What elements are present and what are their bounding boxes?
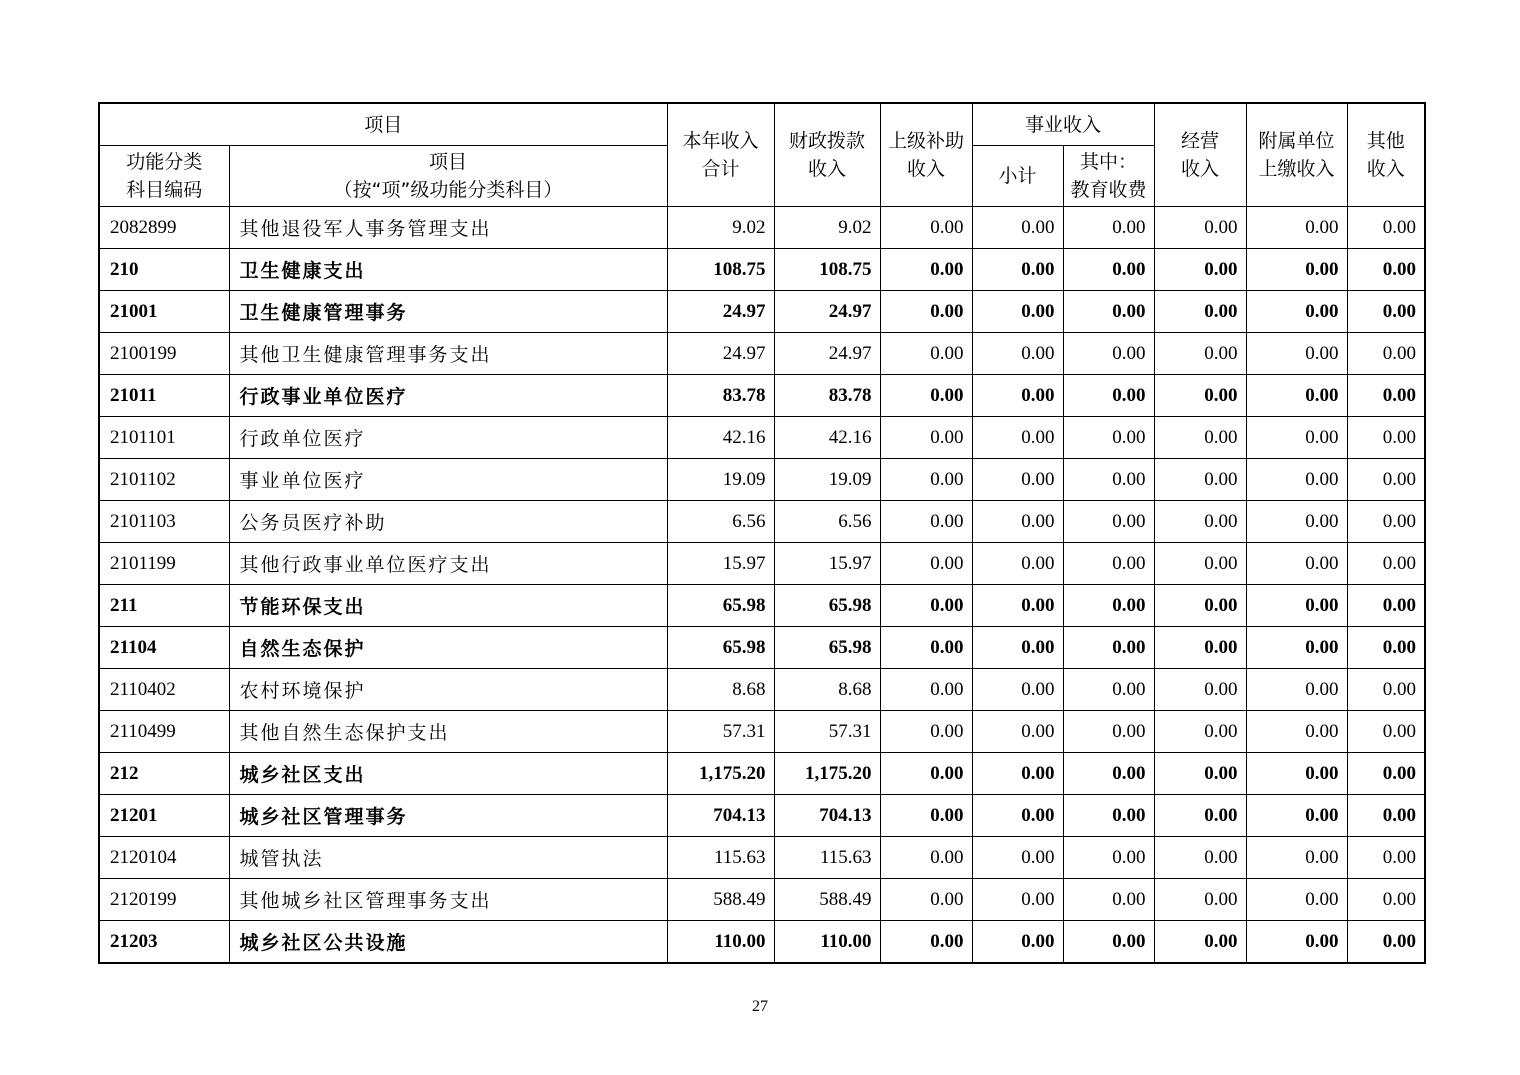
table-row [99, 417, 1425, 459]
cell-edu-fee: 0.00 [1063, 375, 1154, 417]
cell-subtotal: 0.00 [972, 543, 1063, 585]
cell-operating: 0.00 [1154, 207, 1246, 249]
cell-affiliated: 0.00 [1246, 543, 1347, 585]
header-edu-fee [1063, 146, 1154, 207]
cell-operating: 0.00 [1154, 543, 1246, 585]
cell-edu-fee: 0.00 [1063, 459, 1154, 501]
cell-affiliated: 0.00 [1246, 753, 1347, 795]
cell-name: 事业单位医疗 [229, 459, 667, 501]
cell-affiliated: 0.00 [1246, 711, 1347, 753]
cell-superior: 0.00 [880, 459, 972, 501]
table-row [99, 291, 1425, 333]
table-row [99, 795, 1425, 837]
cell-fiscal: 65.98 [774, 585, 880, 627]
cell-name: 行政事业单位医疗 [229, 375, 667, 417]
header-func-code [99, 146, 229, 207]
cell-name: 自然生态保护 [229, 627, 667, 669]
cell-superior: 0.00 [880, 879, 972, 921]
cell-name: 城乡社区管理事务 [229, 795, 667, 837]
cell-code: 210 [99, 249, 229, 291]
cell-other: 0.00 [1347, 669, 1425, 711]
cell-subtotal: 0.00 [972, 459, 1063, 501]
cell-code: 2101103 [99, 501, 229, 543]
header-superior-line1: 上级补助 [888, 130, 965, 152]
cell-total: 83.78 [667, 375, 774, 417]
cell-other: 0.00 [1347, 333, 1425, 375]
header-fiscal [774, 103, 880, 207]
cell-edu-fee: 0.00 [1063, 291, 1154, 333]
cell-name: 其他退役军人事务管理支出 [229, 207, 667, 249]
table-row [99, 753, 1425, 795]
header-func-code-line1: 功能分类 [126, 151, 203, 173]
cell-code: 2101102 [99, 459, 229, 501]
header-superior [880, 103, 972, 207]
cell-code: 2082899 [99, 207, 229, 249]
cell-subtotal: 0.00 [972, 753, 1063, 795]
cell-superior: 0.00 [880, 249, 972, 291]
cell-superior: 0.00 [880, 921, 972, 964]
cell-operating: 0.00 [1154, 921, 1246, 964]
table-row [99, 249, 1425, 291]
cell-superior: 0.00 [880, 795, 972, 837]
header-operating [1154, 103, 1246, 207]
header-edu-fee-line2: 教育收费 [1070, 179, 1147, 201]
cell-subtotal: 0.00 [972, 711, 1063, 753]
cell-superior: 0.00 [880, 627, 972, 669]
cell-affiliated: 0.00 [1246, 627, 1347, 669]
cell-code: 2101101 [99, 417, 229, 459]
cell-total: 9.02 [667, 207, 774, 249]
header-item-name-line2: （按“项”级功能分类科目） [333, 179, 563, 201]
table-row [99, 585, 1425, 627]
cell-other: 0.00 [1347, 921, 1425, 964]
cell-fiscal: 65.98 [774, 627, 880, 669]
table-row [99, 375, 1425, 417]
cell-subtotal: 0.00 [972, 249, 1063, 291]
cell-name: 节能环保支出 [229, 585, 667, 627]
header-fiscal-line2: 收入 [808, 158, 847, 180]
header-total [667, 103, 774, 207]
cell-affiliated: 0.00 [1246, 291, 1347, 333]
cell-total: 42.16 [667, 417, 774, 459]
cell-code: 21011 [99, 375, 229, 417]
table-row [99, 879, 1425, 921]
cell-total: 19.09 [667, 459, 774, 501]
cell-subtotal: 0.00 [972, 795, 1063, 837]
cell-code: 2120104 [99, 837, 229, 879]
cell-affiliated: 0.00 [1246, 417, 1347, 459]
header-superior-line2: 收入 [907, 158, 946, 180]
cell-operating: 0.00 [1154, 669, 1246, 711]
cell-edu-fee: 0.00 [1063, 333, 1154, 375]
cell-subtotal: 0.00 [972, 669, 1063, 711]
header-total-line2: 合计 [701, 158, 740, 180]
cell-edu-fee: 0.00 [1063, 879, 1154, 921]
cell-total: 24.97 [667, 291, 774, 333]
cell-affiliated: 0.00 [1246, 837, 1347, 879]
cell-affiliated: 0.00 [1246, 921, 1347, 964]
page-number: 27 [752, 998, 768, 1015]
cell-other: 0.00 [1347, 291, 1425, 333]
table-body [99, 207, 1425, 964]
table-row [99, 711, 1425, 753]
cell-edu-fee: 0.00 [1063, 921, 1154, 964]
table-row [99, 333, 1425, 375]
cell-name: 其他卫生健康管理事务支出 [229, 333, 667, 375]
cell-subtotal: 0.00 [972, 333, 1063, 375]
cell-code: 211 [99, 585, 229, 627]
cell-total: 110.00 [667, 921, 774, 964]
cell-code: 21203 [99, 921, 229, 964]
cell-total: 1,175.20 [667, 753, 774, 795]
cell-total: 65.98 [667, 585, 774, 627]
header-affiliated-line1: 附属单位 [1258, 130, 1335, 152]
table-row [99, 207, 1425, 249]
cell-edu-fee: 0.00 [1063, 543, 1154, 585]
cell-fiscal: 110.00 [774, 921, 880, 964]
cell-edu-fee: 0.00 [1063, 795, 1154, 837]
table-row [99, 459, 1425, 501]
cell-subtotal: 0.00 [972, 501, 1063, 543]
cell-other: 0.00 [1347, 711, 1425, 753]
budget-table [98, 102, 1426, 964]
cell-operating: 0.00 [1154, 459, 1246, 501]
cell-fiscal: 108.75 [774, 249, 880, 291]
header-project: 项目 [99, 103, 667, 146]
cell-name: 其他行政事业单位医疗支出 [229, 543, 667, 585]
cell-other: 0.00 [1347, 795, 1425, 837]
cell-name: 城管执法 [229, 837, 667, 879]
cell-operating: 0.00 [1154, 879, 1246, 921]
cell-subtotal: 0.00 [972, 837, 1063, 879]
cell-name: 公务员医疗补助 [229, 501, 667, 543]
cell-total: 108.75 [667, 249, 774, 291]
table-row [99, 837, 1425, 879]
cell-fiscal: 24.97 [774, 291, 880, 333]
cell-name: 城乡社区支出 [229, 753, 667, 795]
header-business: 事业收入 [972, 103, 1154, 146]
cell-other: 0.00 [1347, 753, 1425, 795]
cell-name: 卫生健康管理事务 [229, 291, 667, 333]
cell-edu-fee: 0.00 [1063, 669, 1154, 711]
cell-superior: 0.00 [880, 417, 972, 459]
cell-code: 21201 [99, 795, 229, 837]
header-affiliated [1246, 103, 1347, 207]
cell-superior: 0.00 [880, 711, 972, 753]
cell-total: 15.97 [667, 543, 774, 585]
cell-code: 2110499 [99, 711, 229, 753]
cell-code: 21104 [99, 627, 229, 669]
table-row [99, 543, 1425, 585]
cell-operating: 0.00 [1154, 249, 1246, 291]
cell-code: 21001 [99, 291, 229, 333]
cell-edu-fee: 0.00 [1063, 711, 1154, 753]
cell-affiliated: 0.00 [1246, 669, 1347, 711]
header-operating-line2: 收入 [1181, 158, 1220, 180]
table-row [99, 501, 1425, 543]
cell-subtotal: 0.00 [972, 291, 1063, 333]
header-operating-line1: 经营 [1181, 130, 1220, 152]
cell-affiliated: 0.00 [1246, 207, 1347, 249]
cell-superior: 0.00 [880, 291, 972, 333]
cell-fiscal: 57.31 [774, 711, 880, 753]
cell-other: 0.00 [1347, 543, 1425, 585]
cell-edu-fee: 0.00 [1063, 501, 1154, 543]
cell-operating: 0.00 [1154, 753, 1246, 795]
header-item-name [229, 146, 667, 207]
table-row [99, 627, 1425, 669]
cell-other: 0.00 [1347, 879, 1425, 921]
cell-code: 212 [99, 753, 229, 795]
cell-superior: 0.00 [880, 669, 972, 711]
cell-other: 0.00 [1347, 375, 1425, 417]
cell-operating: 0.00 [1154, 333, 1246, 375]
header-item-name-line1: 项目 [429, 151, 468, 173]
cell-edu-fee: 0.00 [1063, 207, 1154, 249]
cell-subtotal: 0.00 [972, 207, 1063, 249]
cell-fiscal: 24.97 [774, 333, 880, 375]
cell-subtotal: 0.00 [972, 585, 1063, 627]
cell-total: 8.68 [667, 669, 774, 711]
cell-code: 2110402 [99, 669, 229, 711]
cell-subtotal: 0.00 [972, 627, 1063, 669]
header-func-code-line2: 科目编码 [126, 179, 203, 201]
cell-operating: 0.00 [1154, 417, 1246, 459]
header-subtotal: 小计 [972, 146, 1063, 207]
cell-affiliated: 0.00 [1246, 375, 1347, 417]
cell-fiscal: 6.56 [774, 501, 880, 543]
cell-operating: 0.00 [1154, 501, 1246, 543]
header-other-line1: 其他 [1366, 130, 1405, 152]
cell-operating: 0.00 [1154, 375, 1246, 417]
cell-operating: 0.00 [1154, 291, 1246, 333]
cell-total: 6.56 [667, 501, 774, 543]
cell-other: 0.00 [1347, 249, 1425, 291]
cell-superior: 0.00 [880, 333, 972, 375]
cell-superior: 0.00 [880, 837, 972, 879]
cell-fiscal: 42.16 [774, 417, 880, 459]
header-edu-fee-line1: 其中： [1080, 151, 1138, 173]
cell-name: 行政单位医疗 [229, 417, 667, 459]
cell-affiliated: 0.00 [1246, 333, 1347, 375]
cell-code: 2120199 [99, 879, 229, 921]
cell-fiscal: 8.68 [774, 669, 880, 711]
cell-total: 704.13 [667, 795, 774, 837]
cell-other: 0.00 [1347, 837, 1425, 879]
cell-code: 2100199 [99, 333, 229, 375]
cell-subtotal: 0.00 [972, 417, 1063, 459]
cell-fiscal: 83.78 [774, 375, 880, 417]
cell-superior: 0.00 [880, 375, 972, 417]
cell-edu-fee: 0.00 [1063, 627, 1154, 669]
cell-name: 农村环境保护 [229, 669, 667, 711]
cell-fiscal: 704.13 [774, 795, 880, 837]
cell-edu-fee: 0.00 [1063, 417, 1154, 459]
header-total-line1: 本年收入 [682, 130, 759, 152]
cell-code: 2101199 [99, 543, 229, 585]
cell-edu-fee: 0.00 [1063, 837, 1154, 879]
cell-operating: 0.00 [1154, 585, 1246, 627]
cell-operating: 0.00 [1154, 711, 1246, 753]
cell-affiliated: 0.00 [1246, 249, 1347, 291]
cell-subtotal: 0.00 [972, 879, 1063, 921]
cell-superior: 0.00 [880, 543, 972, 585]
cell-affiliated: 0.00 [1246, 585, 1347, 627]
cell-other: 0.00 [1347, 627, 1425, 669]
cell-edu-fee: 0.00 [1063, 585, 1154, 627]
cell-name: 卫生健康支出 [229, 249, 667, 291]
cell-superior: 0.00 [880, 585, 972, 627]
cell-edu-fee: 0.00 [1063, 753, 1154, 795]
header-fiscal-line1: 财政拨款 [789, 130, 866, 152]
cell-affiliated: 0.00 [1246, 879, 1347, 921]
cell-total: 115.63 [667, 837, 774, 879]
cell-affiliated: 0.00 [1246, 459, 1347, 501]
cell-total: 588.49 [667, 879, 774, 921]
cell-name: 城乡社区公共设施 [229, 921, 667, 964]
cell-fiscal: 9.02 [774, 207, 880, 249]
cell-fiscal: 1,175.20 [774, 753, 880, 795]
cell-total: 65.98 [667, 627, 774, 669]
cell-other: 0.00 [1347, 585, 1425, 627]
header-other-line2: 收入 [1366, 158, 1405, 180]
cell-total: 24.97 [667, 333, 774, 375]
cell-operating: 0.00 [1154, 837, 1246, 879]
cell-total: 57.31 [667, 711, 774, 753]
cell-other: 0.00 [1347, 417, 1425, 459]
cell-fiscal: 19.09 [774, 459, 880, 501]
cell-other: 0.00 [1347, 501, 1425, 543]
cell-name: 其他自然生态保护支出 [229, 711, 667, 753]
cell-superior: 0.00 [880, 207, 972, 249]
cell-other: 0.00 [1347, 207, 1425, 249]
cell-fiscal: 115.63 [774, 837, 880, 879]
cell-affiliated: 0.00 [1246, 795, 1347, 837]
header-affiliated-line2: 上缴收入 [1258, 158, 1335, 180]
cell-fiscal: 15.97 [774, 543, 880, 585]
cell-fiscal: 588.49 [774, 879, 880, 921]
cell-subtotal: 0.00 [972, 921, 1063, 964]
table-row [99, 669, 1425, 711]
cell-name: 其他城乡社区管理事务支出 [229, 879, 667, 921]
table-row [99, 921, 1425, 964]
header-other [1347, 103, 1425, 207]
cell-operating: 0.00 [1154, 627, 1246, 669]
cell-superior: 0.00 [880, 501, 972, 543]
cell-subtotal: 0.00 [972, 375, 1063, 417]
cell-edu-fee: 0.00 [1063, 249, 1154, 291]
cell-operating: 0.00 [1154, 795, 1246, 837]
cell-other: 0.00 [1347, 459, 1425, 501]
cell-affiliated: 0.00 [1246, 501, 1347, 543]
cell-superior: 0.00 [880, 753, 972, 795]
